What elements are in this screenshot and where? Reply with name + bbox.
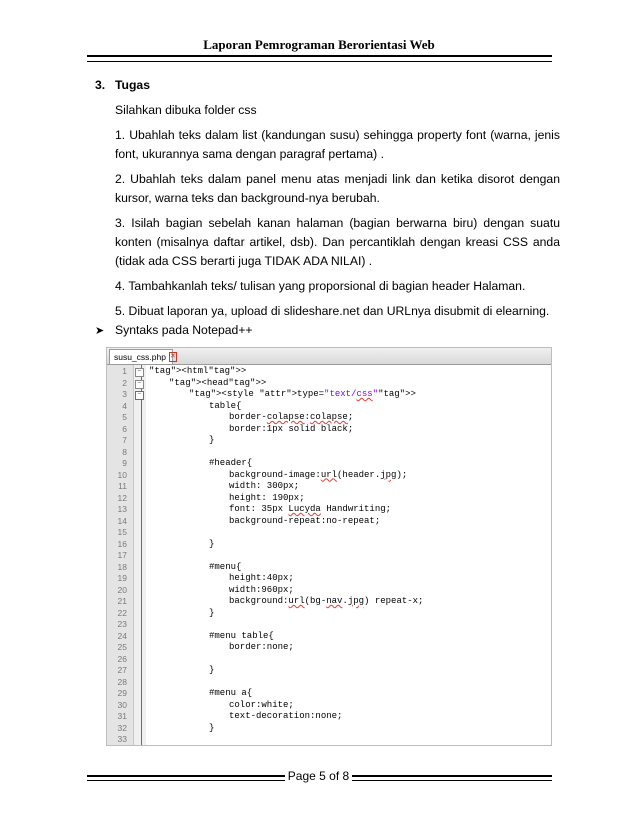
footer-rule-left: [87, 775, 285, 781]
code-line: [107, 665, 551, 677]
code-line: [107, 435, 551, 447]
line-number: 23: [117, 619, 127, 629]
code-text: border:1px solid black;: [229, 423, 354, 434]
section-heading: [95, 76, 560, 95]
code-text: #menu{: [209, 561, 242, 572]
code-line: [107, 711, 551, 723]
line-number: 25: [117, 642, 127, 652]
line-number: 13: [117, 504, 127, 514]
line-number: 19: [117, 573, 127, 583]
line-number: 6: [122, 423, 127, 434]
code-line: [107, 596, 551, 608]
line-number: 33: [117, 734, 127, 744]
code-line: [107, 723, 551, 735]
code-line: [107, 412, 551, 424]
paragraph-task-4: 4. Tambahkanlah teks/ tulisan yang proporsional di bagian header Halaman.: [115, 279, 526, 293]
code-line: [107, 389, 551, 401]
line-number: 2: [122, 377, 127, 388]
code-text: }: [209, 665, 215, 675]
code-line: [107, 550, 551, 562]
paragraph-task-5: 5. Dibuat laporan ya, upload di slideshare.net dan URLnya disubmit di elearning.: [115, 304, 550, 318]
code-text: }: [209, 435, 215, 445]
code-text: #menu a{: [209, 688, 253, 698]
paragraph-intro: Silahkan dibuka folder css: [115, 103, 257, 117]
code-text: "tag"><html"tag">>: [149, 366, 247, 376]
paragraph-task-1: 1. Ubahlah teks dalam list (kandungan susu) sehingga property font (warna, jenis font, ukurannya sama dengan paragraf pertama) .: [115, 128, 560, 161]
paragraph-task-2: 2. Ubahlah teks dalam panel menu atas menjadi link dan ketika disorot dengan kursor, warna teks dan background-nya berubah.: [115, 172, 560, 205]
code-line: [107, 619, 551, 631]
code-line: [107, 366, 551, 378]
line-number: 18: [117, 561, 127, 572]
close-tab-icon[interactable]: ✕: [169, 353, 176, 360]
code-line: [107, 688, 551, 700]
arrow-bullet-icon: ➤: [95, 324, 105, 337]
line-number: 12: [117, 492, 127, 503]
paragraph-task-3: 3. Isilah bagian sebelah kanan halaman (bagian berwarna biru) dengan suatu konten (misalnya daftar artikel, dsb). Dan percantiklah dengan kreasi CSS anda (tidak ada CSS berarti juga TIDAK ADA NILAI) .: [115, 216, 560, 268]
line-number: 17: [117, 550, 127, 560]
code-text: }: [209, 722, 215, 733]
code-text: height: 190px;: [229, 492, 305, 503]
code-line: [107, 401, 551, 413]
code-line: [107, 654, 551, 666]
code-text: height:40px;: [229, 573, 294, 583]
code-text: }: [209, 538, 215, 549]
code-text: width: 300px;: [229, 481, 300, 491]
line-number: 7: [122, 435, 127, 445]
code-text: font: 35px Lucyda Handwriting;: [229, 504, 392, 514]
code-line: [107, 734, 551, 746]
line-number: 16: [117, 538, 127, 549]
bullet-item: [95, 323, 253, 337]
line-number: 30: [117, 699, 127, 710]
code-line: [107, 573, 551, 585]
code-editor-screenshot: [106, 347, 552, 746]
code-line: [107, 424, 551, 436]
editor-tab[interactable]: [109, 349, 176, 364]
code-lines: [107, 366, 551, 746]
code-line: [107, 516, 551, 528]
code-line: [107, 493, 551, 505]
line-number: 27: [117, 665, 127, 675]
code-text: text-decoration:none;: [229, 711, 343, 721]
code-text: color:white;: [229, 699, 294, 710]
line-number: 14: [117, 515, 127, 526]
code-line: [107, 458, 551, 470]
code-text: table{: [209, 400, 242, 411]
code-text: background-repeat:no-repeat;: [229, 515, 381, 526]
editor-tab-bar: [107, 348, 551, 365]
code-line: [107, 527, 551, 539]
code-text: "tag"><style "attr">type="text/css""tag">>: [189, 389, 416, 399]
code-text: #menu table{: [209, 630, 274, 641]
code-line: [107, 562, 551, 574]
line-number: 26: [117, 653, 127, 664]
line-number: 9: [122, 458, 127, 468]
code-line: [107, 470, 551, 482]
code-text: border:none;: [229, 642, 294, 652]
code-line: [107, 608, 551, 620]
code-line: [107, 700, 551, 712]
code-line: [107, 447, 551, 459]
fold-toggle-icon[interactable]: −: [135, 380, 144, 389]
code-line: [107, 642, 551, 654]
line-number: 29: [117, 688, 127, 698]
code-text: background:url(bg-nav.jpg) repeat-x;: [229, 596, 424, 606]
code-line: [107, 677, 551, 689]
code-line: [107, 504, 551, 516]
code-line: [107, 585, 551, 597]
fold-toggle-icon[interactable]: −: [135, 391, 144, 400]
line-number: 21: [117, 596, 127, 606]
line-number: 11: [118, 481, 127, 491]
editor-tab-label: susu_css.php: [114, 352, 166, 362]
code-text: background-image:url(header.jpg);: [229, 469, 408, 480]
line-number: 1: [122, 366, 127, 376]
line-number: 28: [117, 676, 127, 687]
code-line: [107, 631, 551, 643]
bullet-text: Syntaks pada Notepad++: [115, 323, 253, 337]
footer-rule-right: [352, 775, 552, 781]
code-text: #header{: [209, 458, 253, 468]
header-rule: [87, 55, 552, 62]
line-number: 4: [122, 400, 127, 411]
fold-toggle-icon[interactable]: −: [135, 368, 144, 377]
line-number: 15: [117, 527, 127, 537]
page-number: Page 5 of 8: [287, 769, 350, 783]
line-number: 5: [122, 412, 127, 422]
code-line: [107, 378, 551, 390]
line-number: 32: [117, 722, 127, 733]
line-number: 20: [117, 584, 127, 595]
code-text: }: [209, 607, 215, 618]
line-number: 3: [122, 389, 127, 399]
code-line: [107, 481, 551, 493]
line-number: 10: [117, 469, 127, 480]
section-title: Tugas: [115, 78, 150, 92]
line-number: 24: [117, 630, 127, 641]
code-text: width:960px;: [229, 584, 294, 595]
section-number: 3.: [95, 78, 106, 92]
task-section: [95, 76, 560, 327]
running-header-title: Laporan Pemrograman Berorientasi Web: [203, 37, 435, 52]
line-number: 22: [117, 607, 127, 618]
line-number: 8: [122, 446, 127, 457]
code-line: [107, 539, 551, 551]
code-text: "tag"><head"tag">>: [169, 377, 267, 388]
line-number: 31: [117, 711, 127, 721]
code-text: border-colapse:colapse;: [229, 412, 354, 422]
